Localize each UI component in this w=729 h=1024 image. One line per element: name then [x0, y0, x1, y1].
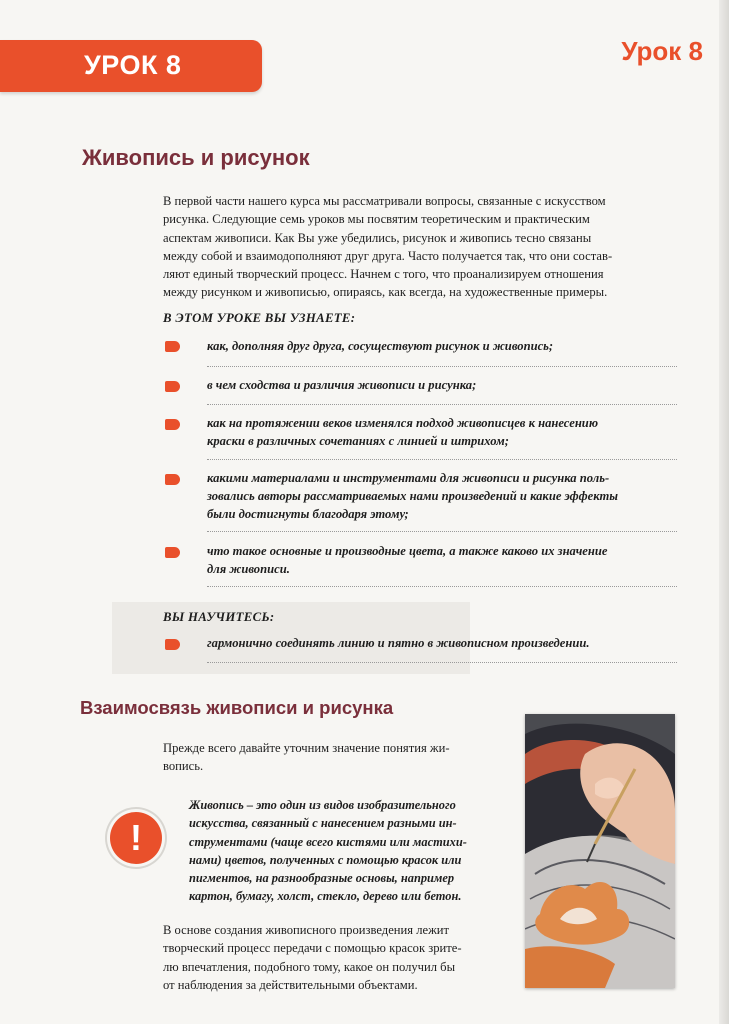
intro-line: В первой части нашего курса мы рассматривали вопросы, связанные с искусством	[163, 194, 606, 208]
paragraph-line: от наблюдения за действительными объектами.	[163, 977, 418, 992]
paragraph-line: лю впечатления, подобного тому, какое он получил бы	[163, 959, 456, 974]
learn-item-text	[207, 414, 677, 450]
page-edge	[719, 0, 729, 1024]
dotted-rule	[207, 459, 677, 460]
bullet-marker-icon	[165, 547, 180, 558]
intro-line: аспектам живописи. Как Вы уже убедились, рисунок и живопись тесно связаны	[163, 230, 592, 245]
learn-item-text	[207, 337, 677, 355]
skill-item-text	[207, 634, 677, 652]
learn-heading: В ЭТОМ УРОКЕ ВЫ УЗНАЕТЕ:	[163, 311, 356, 325]
skill-item-line: гармонично соединять линию и пятно в живописном произведении.	[207, 636, 590, 650]
bullet-marker-icon	[165, 381, 180, 392]
exclamation-symbol: !	[130, 817, 142, 858]
definition-line: пигментов, на разнообразные основы, например	[189, 871, 455, 886]
dotted-rule	[207, 662, 677, 663]
intro-line: рисунка. Следующие семь уроков мы посвятим теоретическим и практическим	[163, 212, 590, 227]
learn-item-text	[207, 376, 677, 394]
definition-paragraph	[189, 796, 511, 906]
exclamation-icon	[110, 812, 162, 864]
definition-intro-paragraph	[163, 739, 511, 776]
section-title: Живопись и рисунок	[82, 145, 310, 170]
bullet-marker-icon	[165, 419, 180, 430]
bullet-marker-icon	[165, 639, 180, 650]
bullet-marker-icon	[165, 341, 180, 352]
paragraph-line: Прежде всего давайте уточним значение понятия жи-	[163, 741, 450, 755]
painting-hand-photo	[525, 714, 675, 988]
definition-line: картон, бумагу, холст, стекло, дерево или бетон.	[189, 889, 462, 904]
intro-line: между собой и взаимодополняют друг друга. Часто получается так, что они состав-	[163, 248, 613, 263]
paragraph-line: вопись.	[163, 759, 204, 774]
definition-line: струментами (чаще всего кистями или мастихи-	[189, 834, 467, 849]
dotted-rule	[207, 404, 677, 405]
learn-item-line: были достигнуты благодаря этому;	[207, 507, 409, 521]
learn-item-line: как, дополняя друг друга, сосуществуют рисунок и живопись;	[207, 339, 554, 353]
intro-paragraph	[163, 192, 677, 302]
lesson-banner	[0, 40, 262, 92]
definition-line: искусства, связанный с нанесением разными ин-	[189, 816, 457, 831]
learn-item-line: для живописи.	[207, 562, 290, 576]
painting-hand-illustration	[525, 714, 675, 988]
intro-line: между рисунком и живописью, опираясь, как всегда, на художественные примеры.	[163, 285, 608, 300]
learn-item-line: какими материалами и инструментами для живописи и рисунка поль-	[207, 471, 610, 485]
dotted-rule	[207, 531, 677, 532]
lesson-banner-label: УРОК 8	[84, 50, 182, 80]
paragraph-line: В основе создания живописного произведения лежит	[163, 923, 450, 937]
definition-line: Живопись – это один из видов изобразительного	[189, 798, 456, 812]
dotted-rule	[207, 586, 677, 587]
learn-item-line: в чем сходства и различия живописи и рисунка;	[207, 378, 477, 392]
closing-paragraph	[163, 921, 511, 994]
bullet-marker-icon	[165, 474, 180, 485]
learn-item-line: как на протяжении веков изменялся подход живописцев к нанесению	[207, 416, 599, 430]
lesson-corner-label: Урок 8	[621, 36, 703, 66]
learn-item-line: зовались авторы рассматриваемых нами произведений и какие эффекты	[207, 489, 618, 503]
paragraph-line: творческий процесс передачи с помощью красок зрите-	[163, 941, 462, 956]
learn-item-line: что такое основные и производные цвета, а также каково их значение	[207, 544, 608, 558]
learn-item-text	[207, 469, 677, 523]
learn-item-text	[207, 542, 677, 578]
definition-line: нами) цветов, полученных с помощью красок или	[189, 852, 462, 867]
intro-line: ляют единый творческий процесс. Начнем с того, что проанализируем отношения	[163, 267, 604, 282]
dotted-rule	[207, 366, 677, 367]
skills-heading: ВЫ НАУЧИТЕСЬ:	[163, 610, 275, 624]
learn-item-line: краски в различных сочетаниях с линией и штрихом;	[207, 434, 509, 448]
section2-title: Взаимосвязь живописи и рисунка	[80, 697, 394, 718]
